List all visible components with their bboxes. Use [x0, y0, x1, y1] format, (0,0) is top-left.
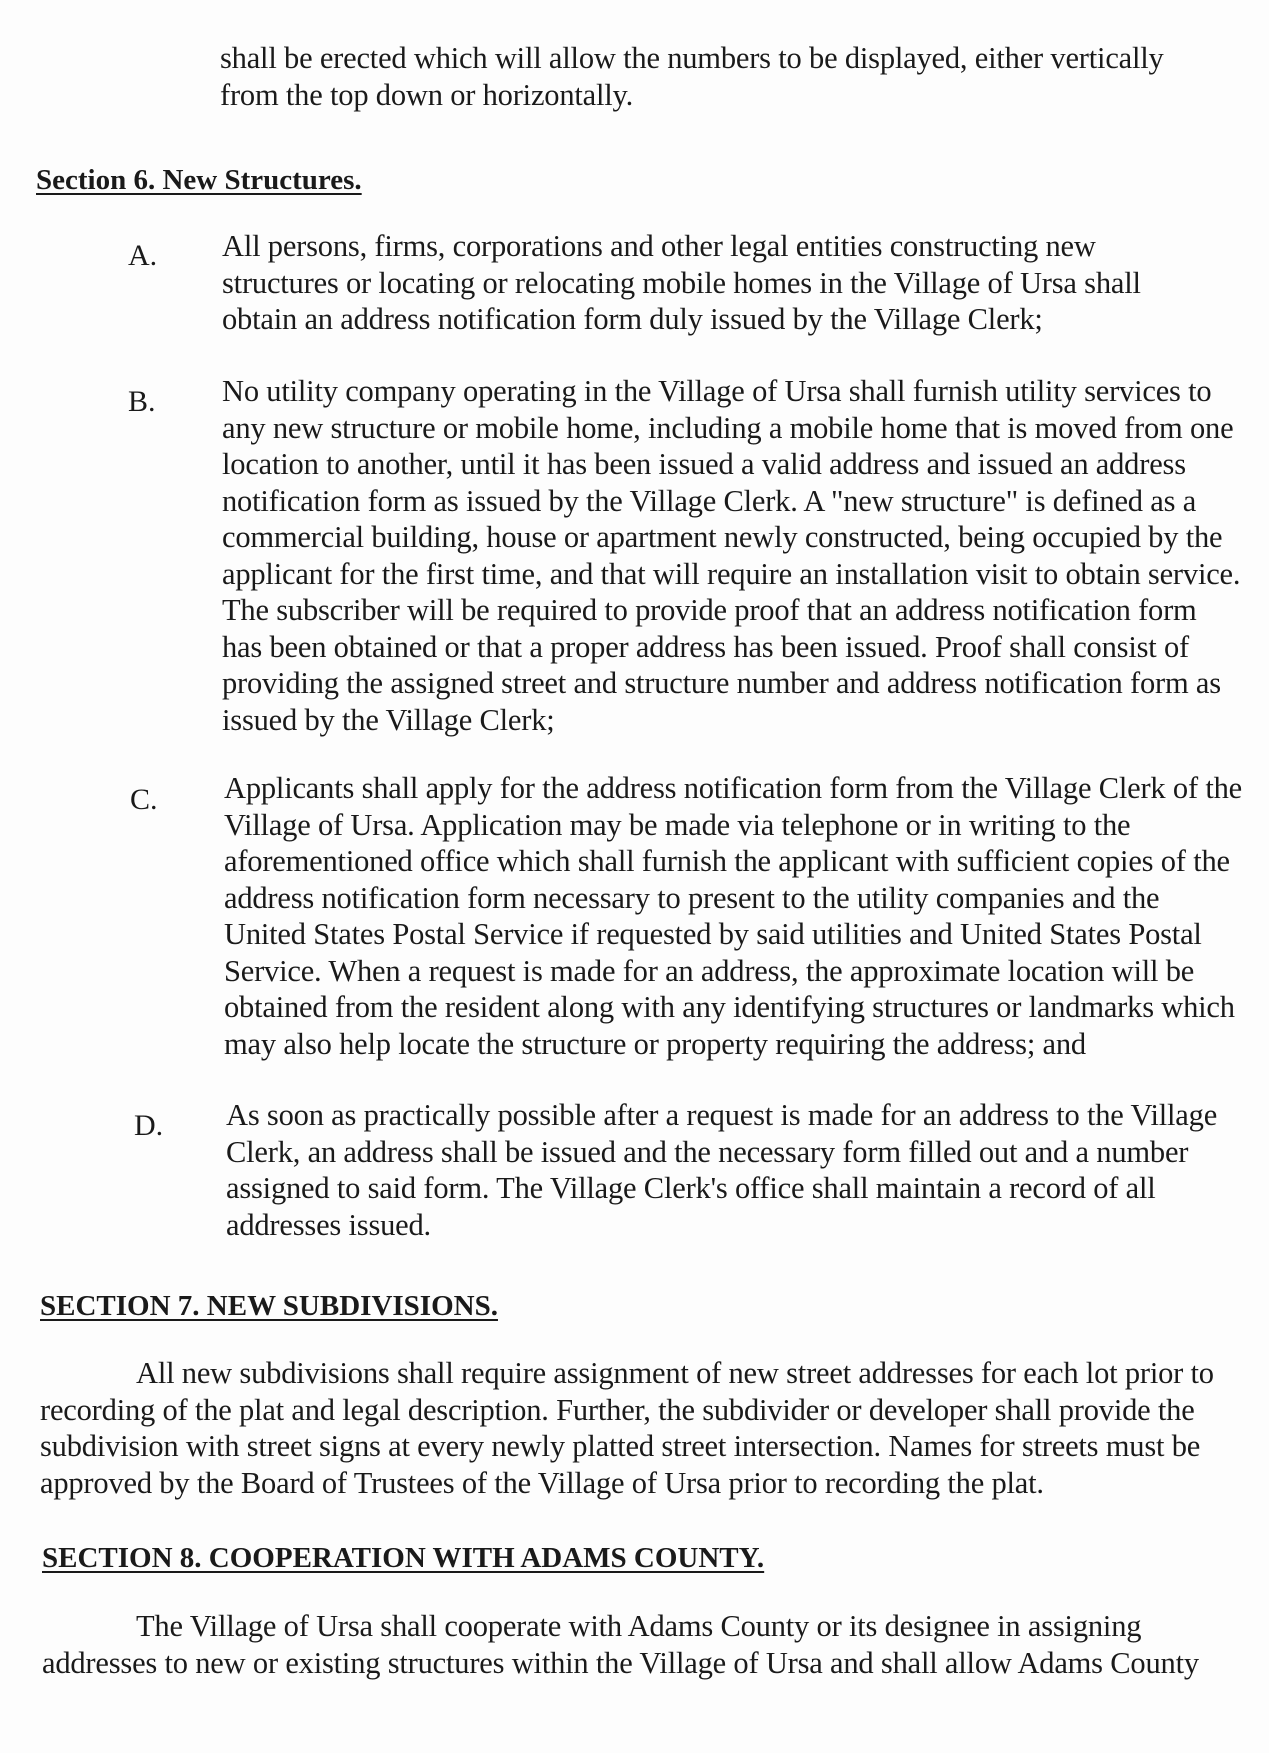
- item-a-text: All persons, firms, corporations and other legal entities constructing new structures or locating or relocating mobile homes in the Village of Ursa shall obtain an address notification form duly issued by the Village Clerk;: [222, 229, 1141, 336]
- item-d-text: As soon as practically possible after a request is made for an address to the Village Clerk, an address shall be issued and the necessary form filled out and a number assigned to said form. The Village Clerk's office shall maintain a record of all addresses issued.: [226, 1098, 1218, 1242]
- item-b-letter: B.: [128, 385, 156, 418]
- section-8-heading: SECTION 8. COOPERATION WITH ADAMS COUNTY.: [42, 1542, 765, 1574]
- item-c-text: Applicants shall apply for the address notification form from the Village Clerk of the Village of Ursa. Application may be made via telephone or in writing to the aforementioned office which shall furnish the applicant with sufficient copies of the address notification form necessary to present to the utility companies and the United States Postal Service if requested by said utilities and United States Postal Service. When a request is made for an address, the approximate location will be obtained from the resident along with any identifying structures or landmarks which may also help locate the structure or property requiring the address; and: [224, 771, 1242, 1061]
- item-a-letter: A.: [128, 239, 158, 272]
- section-7-paragraph: All new subdivisions shall require assignment of new street addresses for each lot prior to recording of the plat and legal description. Further, the subdivider or developer shall provide the subdivision with street signs at every newly platted street intersection. Names for streets must be approved by the Board of Trustees of the Village of Ursa prior to recording the plat.: [40, 1356, 1214, 1500]
- section-7-heading: SECTION 7. NEW SUBDIVISIONS.: [40, 1290, 498, 1322]
- item-b-text: No utility company operating in the Village of Ursa shall furnish utility services to any new structure or mobile home, including a mobile home that is moved from one location to another, until it has been issued a valid address and issued an address notification form as issued by the Village Clerk. A "new structure" is defined as a commercial building, house or apartment newly constructed, being occupied by the applicant for the first time, and that will require an installation visit to obtain service. The subscriber will be required to provide proof that an address notification form has been obtained or that a proper address has been issued. Proof shall consist of providing the assigned street and structure number and address notification form as issued by the Village Clerk;: [222, 374, 1241, 737]
- section-6-heading: Section 6. New Structures.: [36, 164, 362, 196]
- item-c-letter: C.: [130, 783, 158, 816]
- section-8-paragraph: The Village of Ursa shall cooperate with Adams County or its designee in assigning addresses to new or existing structures within the Village of Ursa and shall allow Adams County: [42, 1609, 1199, 1680]
- item-d-letter: D.: [134, 1109, 164, 1142]
- continuation-paragraph: shall be erected which will allow the numbers to be displayed, either vertically from the top down or horizontally.: [220, 41, 1164, 112]
